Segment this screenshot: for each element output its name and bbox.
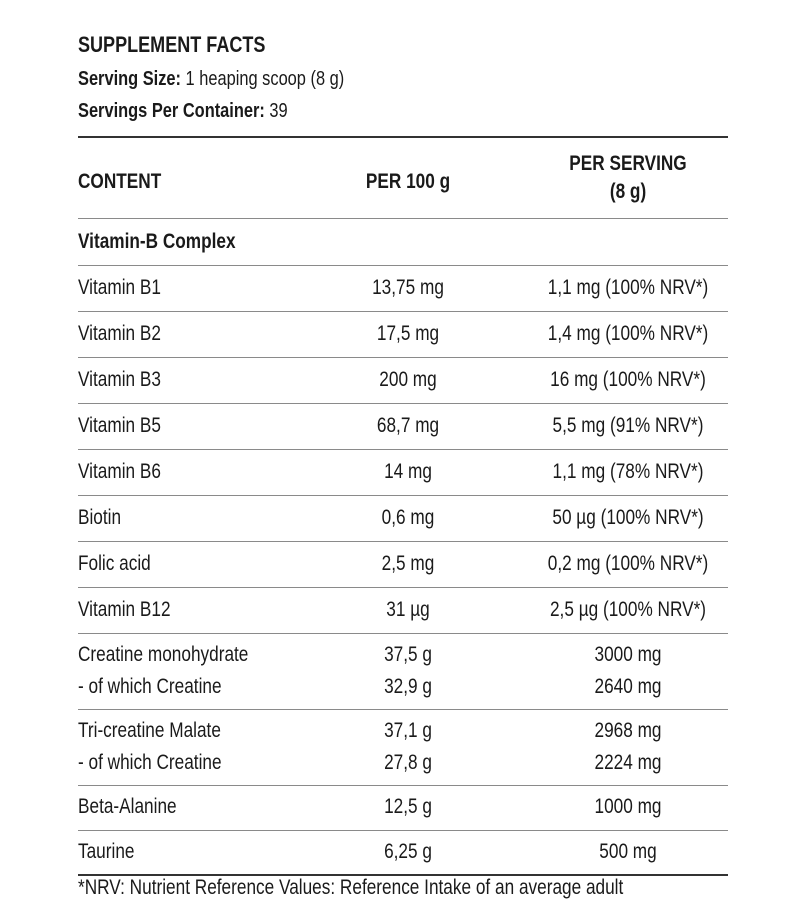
nrv-footnote: *NRV: Nutrient Reference Values: Reference Intake of an average adult <box>78 876 624 899</box>
rule <box>78 449 728 450</box>
servings-per-container-label: Servings Per Container: <box>78 100 265 122</box>
rule <box>78 495 728 496</box>
serving-size-value: 1 heaping scoop (8 g) <box>185 68 345 90</box>
row-name: Beta-Alanine <box>78 795 177 818</box>
rule <box>78 218 728 219</box>
servings-per-container-value: 39 <box>269 100 288 122</box>
row-name: Vitamin B2 <box>78 322 161 345</box>
rule <box>78 709 728 710</box>
rule <box>78 587 728 588</box>
row-name: Vitamin B3 <box>78 368 161 391</box>
rule <box>78 403 728 404</box>
row-name: Creatine monohydrate <box>78 643 249 666</box>
serving-size-label: Serving Size: <box>78 68 181 90</box>
row-name: Biotin <box>78 506 122 529</box>
rule <box>78 357 728 358</box>
label-title: SUPPLEMENT FACTS <box>78 32 266 57</box>
rule <box>78 633 728 634</box>
servings-per-container-line <box>78 100 288 123</box>
row-name: Taurine <box>78 840 135 863</box>
row-sub-name: - of which Creatine <box>78 675 222 698</box>
rule <box>78 541 728 542</box>
row-name: Vitamin B6 <box>78 460 161 483</box>
col-header-content: CONTENT <box>78 170 162 193</box>
rule <box>78 830 728 831</box>
row-name: Vitamin B12 <box>78 598 171 621</box>
rule <box>78 785 728 786</box>
rule <box>78 265 728 266</box>
row-name: Tri-creatine Malate <box>78 719 221 742</box>
row-name: Folic acid <box>78 552 151 575</box>
row-sub-name: - of which Creatine <box>78 751 222 774</box>
row-name: Vitamin B1 <box>78 276 161 299</box>
section-title: Vitamin-B Complex <box>78 230 236 253</box>
rule <box>78 311 728 312</box>
header-top-rule <box>78 136 728 138</box>
serving-size-line <box>78 68 344 91</box>
row-name: Vitamin B5 <box>78 414 161 437</box>
